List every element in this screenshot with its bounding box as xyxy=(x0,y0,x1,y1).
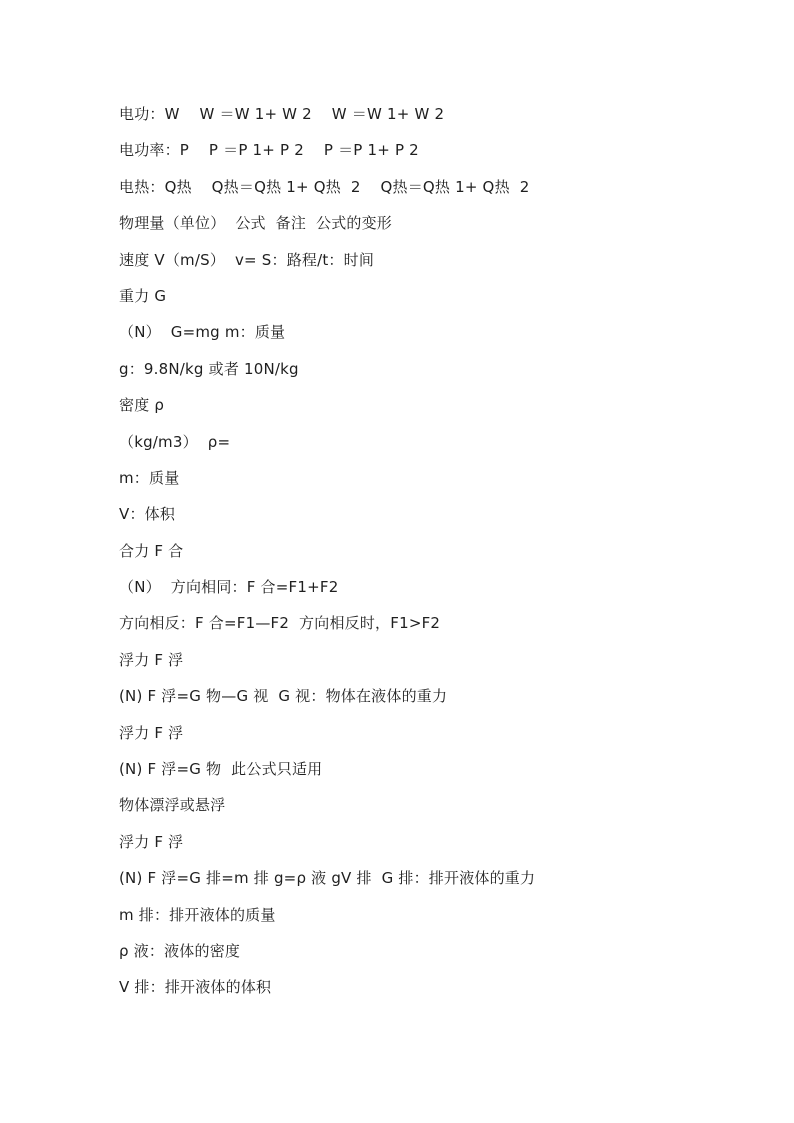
text-line-buoyancy-1: 浮力 F 浮 xyxy=(119,650,184,669)
text-line-float-condition: 物体漂浮或悬浮 xyxy=(119,796,226,815)
text-line-same-direction: （N） 方向相同：F 合=F1+F2 xyxy=(119,578,339,597)
text-line-volume: V：体积 xyxy=(119,505,176,524)
text-line-speed: 速度 V（m/S） v= S：路程/t：时间 xyxy=(119,250,375,269)
text-line-density: 密度 ρ xyxy=(119,396,165,415)
text-line-liquid-density: ρ 液：液体的密度 xyxy=(119,941,241,960)
text-line-buoyancy-formula-2: (N) F 浮=G 物 此公式只适用 xyxy=(119,760,323,779)
text-line-g-value: g：9.8N/kg 或者 10N/kg xyxy=(119,359,299,378)
text-line-displaced-mass: m 排：排开液体的质量 xyxy=(119,905,276,924)
text-line-density-formula: （kg/m3） ρ= xyxy=(119,432,231,451)
text-line-table-header: 物理量（单位） 公式 备注 公式的变形 xyxy=(119,214,393,233)
text-line-electric-power: 电功率：P P ＝P 1+ P 2 P ＝P 1+ P 2 xyxy=(119,141,419,160)
text-line-gravity: 重力 G xyxy=(119,286,167,305)
text-line-opposite-direction: 方向相反：F 合=F1—F2 方向相反时，F1>F2 xyxy=(119,614,441,633)
text-body xyxy=(119,102,759,1012)
text-line-archimedes-formula: (N) F 浮=G 排=m 排 g=ρ 液 gV 排 G 排：排开液体的重力 xyxy=(119,869,536,888)
text-line-displaced-volume: V 排：排开液体的体积 xyxy=(119,978,272,997)
text-line-buoyancy-formula-1: (N) F 浮=G 物—G 视 G 视：物体在液体的重力 xyxy=(119,687,448,706)
text-line-electric-work: 电功：W W ＝W 1+ W 2 W ＝W 1+ W 2 xyxy=(119,105,445,123)
text-line-buoyancy-2: 浮力 F 浮 xyxy=(119,723,184,742)
text-line-buoyancy-3: 浮力 F 浮 xyxy=(119,832,184,851)
text-line-resultant-force: 合力 F 合 xyxy=(119,541,184,560)
text-line-electric-heat: 电热：Q热 Q热＝Q热 1+ Q热 2 Q热＝Q热 1+ Q热 2 xyxy=(119,177,530,196)
text-line-gravity-formula: （N） G=mg m：质量 xyxy=(119,323,286,342)
text-line-mass: m：质量 xyxy=(119,468,180,487)
